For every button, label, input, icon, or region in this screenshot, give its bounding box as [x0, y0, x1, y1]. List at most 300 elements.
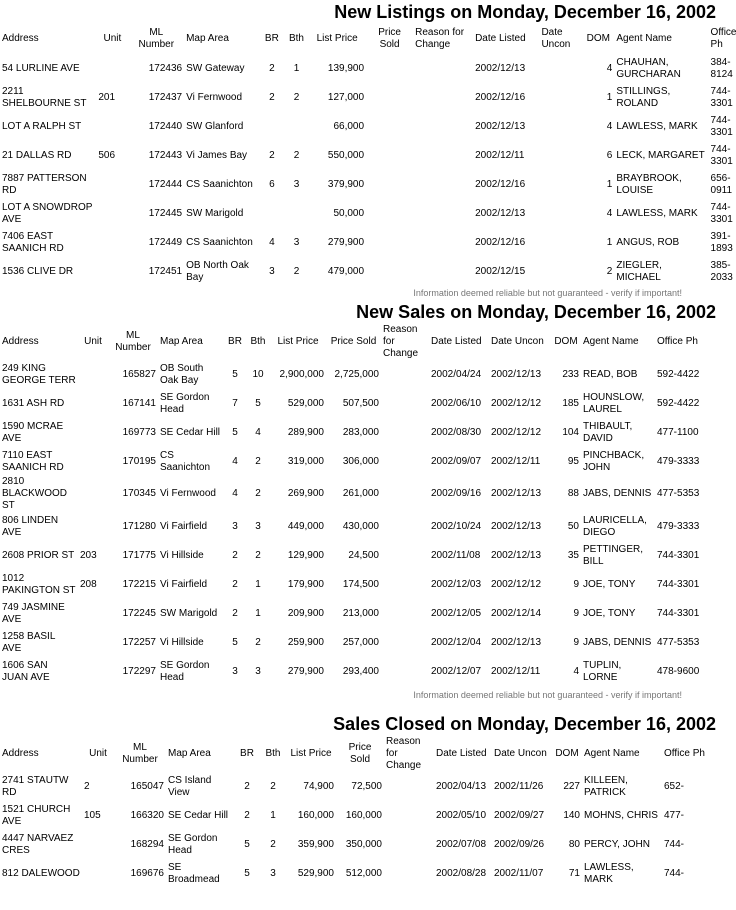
table-row [0, 801, 730, 830]
cell-dom: 140 [563, 809, 580, 821]
new-listings-title: New Listings on Monday, December 16, 2002 [334, 2, 716, 22]
cell-date-listed: 2002/08/28 [436, 867, 487, 879]
cell-agent-name: BRAYBROOK, LOUISE [616, 172, 682, 196]
cell-bth: 2 [293, 265, 300, 277]
sales-closed-title: Sales Closed on Monday, December 16, 2002 [333, 714, 716, 734]
cell-office-ph: 478-9600 [657, 665, 700, 677]
column-header-list-price: List Price [290, 748, 332, 759]
cell-agent-name: HOUNSLOW, LAUREL [583, 391, 645, 415]
cell-map-area: SE Cedar Hill [160, 426, 221, 438]
cell-date-uncon: 2002/09/26 [494, 838, 545, 850]
cell-date-uncon [539, 141, 582, 170]
cell-date-listed: 2002/09/07 [431, 455, 482, 467]
cell-br: 2 [244, 780, 250, 792]
column-header-price-sold: Price Sold [378, 27, 401, 50]
cell-reason [413, 257, 473, 286]
cell-bth: 2 [293, 149, 300, 161]
cell-br: 6 [269, 178, 275, 190]
cell-date-uncon: 2002/12/13 [491, 636, 542, 648]
cell-price-sold [366, 141, 413, 170]
cell-dom: 88 [567, 488, 579, 499]
cell-reason [413, 141, 473, 170]
column-header-bth: Bth [265, 748, 281, 759]
cell-dom: 6 [606, 149, 613, 161]
cell-list-price: 179,900 [287, 578, 324, 590]
cell-map-area: CS Saanichton [186, 236, 253, 248]
cell-price-sold: 350,000 [345, 838, 382, 850]
cell-ml-number: 172245 [122, 607, 156, 619]
cell-br: 5 [232, 368, 238, 380]
cell-price-sold [366, 83, 413, 112]
cell-unit: 208 [80, 578, 97, 590]
table-row [0, 360, 730, 389]
cell-map-area: SE Gordon Head [160, 391, 210, 415]
column-header-dom: DOM [586, 33, 610, 44]
sales-closed-section [0, 712, 722, 910]
cell-dom: 9 [573, 607, 579, 619]
cell-office-ph: 744-3301 [657, 607, 700, 619]
cell-date-listed: 2002/10/24 [431, 520, 482, 532]
cell-office-ph: 744- [664, 838, 685, 850]
cell-reason [381, 360, 429, 389]
table-row [0, 570, 730, 599]
cell-address: 4447 NARVAEZ CRES [2, 832, 74, 856]
cell-office-ph: 744-3301 [657, 549, 700, 561]
cell-agent-name: LAWLESS, MARK [616, 120, 698, 132]
cell-date-listed: 2002/12/16 [475, 91, 526, 103]
cell-office-ph: 656-0911 [710, 172, 733, 196]
cell-price-sold: 261,000 [342, 488, 379, 499]
cell-bth: 3 [293, 178, 300, 190]
table-row [0, 389, 730, 418]
cell-price-sold: 72,500 [351, 780, 382, 792]
table-row [0, 257, 730, 286]
cell-date-listed: 2002/12/16 [475, 236, 526, 248]
cell-date-uncon: 2002/12/13 [491, 520, 542, 532]
cell-br: 3 [232, 520, 238, 532]
cell-reason [413, 112, 473, 141]
column-header-office-ph: Office Ph [657, 336, 698, 347]
column-header-reason: Reason for Change [386, 736, 422, 771]
cell-dom: 71 [568, 867, 580, 879]
cell-address: 1590 MCRAE AVE [2, 420, 64, 444]
cell-ml-number: 169676 [130, 867, 164, 879]
cell-unit: 506 [98, 149, 116, 161]
column-header-unit: Unit [89, 748, 107, 759]
cell-dom: 95 [567, 455, 579, 467]
cell-br: 5 [232, 636, 238, 648]
column-header-agent-name: Agent Name [583, 336, 639, 347]
new-listings-section [0, 0, 736, 300]
column-header-dom: DOM [555, 748, 579, 759]
cell-date-listed: 2002/08/30 [431, 426, 482, 438]
cell-date-uncon: 2002/11/26 [494, 780, 544, 792]
cell-date-uncon [539, 257, 582, 286]
cell-list-price: 359,900 [297, 838, 334, 850]
cell-bth: 4 [255, 426, 261, 438]
table-row [0, 476, 730, 512]
cell-reason [384, 801, 434, 830]
cell-unit [96, 199, 128, 228]
cell-address: 1631 ASH RD [2, 397, 65, 409]
cell-date-uncon: 2002/11/07 [494, 867, 544, 879]
column-header-date-uncon: Date Uncon [541, 27, 571, 50]
table-row [0, 830, 730, 859]
cell-ml-number: 172436 [148, 62, 183, 74]
cell-agent-name: JOE, TONY [583, 607, 636, 619]
cell-list-price: 319,000 [287, 455, 324, 467]
cell-unit: 201 [98, 91, 116, 103]
cell-price-sold: 306,000 [342, 455, 379, 467]
cell-bth [285, 199, 309, 228]
column-header-unit: Unit [84, 336, 102, 347]
cell-address: 812 DALEWOOD [2, 867, 80, 879]
cell-price-sold [366, 54, 413, 83]
cell-date-uncon [539, 228, 582, 257]
cell-date-listed: 2002/12/16 [475, 178, 526, 190]
cell-agent-name: LAURICELLA, DIEGO [583, 514, 647, 538]
cell-list-price: 209,900 [287, 607, 324, 619]
cell-reason [381, 512, 429, 541]
cell-reason [381, 570, 429, 599]
cell-list-price: 449,000 [287, 520, 324, 532]
cell-unit [78, 360, 108, 389]
cell-bth: 10 [252, 368, 264, 380]
cell-list-price: 289,900 [287, 426, 324, 438]
cell-reason [381, 447, 429, 476]
cell-ml-number: 172257 [122, 636, 156, 648]
cell-office-ph: 477- [664, 809, 685, 821]
cell-date-uncon [539, 170, 582, 199]
cell-date-listed: 2002/12/05 [431, 607, 482, 619]
cell-reason [381, 418, 429, 447]
cell-list-price: 279,900 [327, 236, 365, 248]
new-listings-table [0, 24, 736, 286]
cell-price-sold [366, 199, 413, 228]
cell-office-ph: 744-3301 [657, 578, 700, 590]
cell-ml-number: 170195 [122, 455, 156, 467]
cell-price-sold: 512,000 [345, 867, 382, 879]
cell-unit [78, 447, 108, 476]
cell-date-uncon [539, 112, 582, 141]
cell-br: 5 [244, 867, 250, 879]
cell-ml-number: 172445 [148, 207, 183, 219]
cell-price-sold [366, 257, 413, 286]
cell-br: 4 [232, 455, 238, 467]
cell-dom: 4 [573, 665, 579, 677]
cell-address: 1606 SAN JUAN AVE [2, 659, 50, 683]
column-header-br: BR [240, 748, 254, 759]
cell-date-uncon: 2002/12/12 [491, 397, 542, 409]
cell-map-area: CS Island View [168, 774, 212, 798]
cell-unit: 2 [84, 780, 90, 792]
cell-office-ph: 744-3301 [710, 143, 733, 167]
cell-office-ph: 479-3333 [657, 520, 700, 532]
cell-reason [413, 83, 473, 112]
cell-list-price: 66,000 [333, 120, 365, 132]
cell-br [259, 199, 285, 228]
cell-date-uncon: 2002/12/13 [491, 549, 542, 561]
cell-br: 2 [244, 809, 250, 821]
cell-br: 3 [269, 265, 275, 277]
cell-reason [381, 541, 429, 570]
cell-br: 5 [244, 838, 250, 850]
cell-list-price: 529,000 [287, 397, 324, 409]
cell-ml-number: 172444 [148, 178, 183, 190]
cell-agent-name: STILLINGS, ROLAND [616, 85, 671, 109]
cell-list-price: 129,900 [287, 549, 324, 561]
column-header-bth: Bth [288, 33, 304, 44]
cell-office-ph: 477-5353 [657, 636, 700, 648]
cell-office-ph: 385-2033 [710, 259, 733, 283]
cell-list-price: 379,900 [327, 178, 365, 190]
column-header-price-sold: Price Sold [348, 742, 372, 765]
cell-reason [384, 830, 434, 859]
cell-map-area: OB North Oak Bay [186, 259, 249, 283]
cell-agent-name: JOE, TONY [583, 578, 636, 590]
cell-date-listed: 2002/05/10 [436, 809, 487, 821]
cell-price-sold: 283,000 [342, 426, 379, 438]
cell-date-listed: 2002/12/13 [475, 207, 526, 219]
cell-office-ph: 592-4422 [657, 368, 700, 380]
cell-list-price: 550,000 [327, 149, 365, 161]
cell-agent-name: JABS, DENNIS [583, 636, 652, 648]
cell-office-ph: 744-3301 [710, 85, 733, 109]
cell-agent-name: PINCHBACK, JOHN [583, 449, 645, 473]
cell-address: 1536 CLIVE DR [2, 265, 74, 277]
cell-reason [381, 476, 429, 512]
cell-date-listed: 2002/07/08 [436, 838, 487, 850]
cell-date-uncon [539, 54, 582, 83]
cell-list-price: 259,900 [287, 636, 324, 648]
cell-bth: 1 [270, 809, 276, 821]
cell-ml-number: 172440 [148, 120, 183, 132]
cell-br: 4 [232, 488, 238, 499]
cell-bth: 1 [255, 607, 261, 619]
cell-ml-number: 172437 [148, 91, 183, 103]
cell-price-sold: 2,725,000 [334, 368, 379, 380]
cell-unit [78, 512, 108, 541]
cell-unit: 203 [80, 549, 97, 561]
cell-unit [78, 389, 108, 418]
table-row [0, 772, 730, 801]
cell-address: 7406 EAST SAANICH RD [2, 230, 64, 254]
cell-date-listed: 2002/04/13 [436, 780, 487, 792]
cell-br: 7 [232, 397, 238, 409]
cell-map-area: Vi James Bay [186, 149, 248, 161]
cell-unit [82, 830, 114, 859]
cell-bth: 2 [270, 838, 276, 850]
cell-date-listed: 2002/12/13 [475, 62, 526, 74]
cell-list-price: 74,900 [303, 780, 334, 792]
cell-reason [381, 628, 429, 657]
cell-dom: 4 [606, 120, 613, 132]
cell-br: 2 [232, 549, 238, 561]
column-header-agent-name: Agent Name [584, 748, 640, 759]
cell-bth: 2 [255, 549, 261, 561]
cell-unit [96, 228, 128, 257]
table-row [0, 859, 730, 888]
cell-date-listed: 2002/09/16 [431, 488, 482, 499]
sales-closed-table [0, 736, 730, 888]
column-header-ml-number: ML Number [122, 742, 158, 765]
cell-reason [381, 657, 429, 686]
column-header-address: Address [2, 336, 39, 347]
cell-list-price: 479,000 [327, 265, 365, 277]
cell-ml-number: 172297 [122, 665, 156, 677]
cell-address: 1521 CHURCH AVE [2, 803, 71, 827]
cell-office-ph: 479-3333 [657, 455, 700, 467]
cell-list-price: 529,900 [297, 867, 334, 879]
cell-date-listed: 2002/12/07 [431, 665, 482, 677]
cell-ml-number: 165047 [130, 780, 164, 792]
cell-date-listed: 2002/12/13 [475, 120, 526, 132]
cell-bth: 3 [270, 867, 276, 879]
cell-bth: 5 [255, 397, 261, 409]
cell-br: 2 [269, 91, 275, 103]
cell-br: 4 [269, 236, 275, 248]
cell-price-sold: 213,000 [342, 607, 379, 619]
new-sales-title: New Sales on Monday, December 16, 2002 [356, 302, 716, 322]
cell-bth [285, 112, 309, 141]
cell-agent-name: LECK, MARGARET [616, 149, 705, 161]
cell-reason [381, 389, 429, 418]
column-header-map-area: Map Area [168, 748, 211, 759]
new-sales-table [0, 324, 730, 686]
cell-address: LOT A SNOWDROP AVE [2, 201, 93, 225]
cell-address: LOT A RALPH ST [2, 120, 82, 132]
cell-price-sold: 257,000 [342, 636, 379, 648]
cell-price-sold: 430,000 [342, 520, 379, 532]
cell-bth: 3 [255, 665, 261, 677]
cell-dom: 227 [563, 780, 580, 792]
cell-map-area: SE Cedar Hill [168, 809, 229, 821]
column-header-date-listed: Date Listed [436, 748, 487, 759]
cell-dom: 1 [606, 236, 613, 248]
disclaimer-note: Information deemed reliable but not guaranteed - verify if important! [413, 690, 682, 700]
cell-dom: 80 [568, 838, 580, 850]
cell-unit: 105 [84, 809, 101, 821]
table-row [0, 83, 730, 112]
cell-reason [384, 772, 434, 801]
cell-map-area: CS Saanichton [186, 178, 253, 190]
table-row [0, 541, 730, 570]
cell-office-ph: 744-3301 [710, 114, 733, 138]
cell-dom: 104 [562, 426, 579, 438]
cell-list-price: 127,000 [327, 91, 365, 103]
table-row [0, 447, 730, 476]
cell-reason [413, 170, 473, 199]
cell-bth: 1 [293, 62, 300, 74]
cell-office-ph: 744- [664, 867, 685, 879]
cell-bth: 2 [255, 488, 261, 499]
column-header-unit: Unit [103, 33, 122, 44]
cell-unit [96, 257, 128, 286]
cell-agent-name: ZIEGLER, MICHAEL [616, 259, 662, 283]
cell-agent-name: CHAUHAN, GURCHARAN [616, 56, 681, 80]
table-row [0, 657, 730, 686]
cell-dom: 4 [606, 62, 613, 74]
cell-address: 2741 STAUTW RD [2, 774, 69, 798]
cell-office-ph: 384-8124 [710, 56, 733, 80]
cell-dom: 35 [567, 549, 579, 561]
cell-ml-number: 172215 [122, 578, 156, 590]
cell-date-uncon [539, 199, 582, 228]
cell-address: 21 DALLAS RD [2, 149, 72, 161]
column-header-date-listed: Date Listed [475, 33, 526, 44]
cell-date-uncon: 2002/12/11 [491, 455, 541, 467]
cell-bth: 2 [255, 455, 261, 467]
table-row [0, 112, 730, 141]
column-header-reason: Reason for Change [383, 324, 419, 359]
cell-price-sold [366, 170, 413, 199]
column-header-ml-number: ML Number [138, 27, 175, 50]
cell-map-area: Vi Fernwood [186, 91, 243, 103]
column-header-price-sold: Price Sold [330, 336, 377, 347]
cell-unit [96, 54, 128, 83]
column-header-address: Address [2, 33, 39, 44]
cell-ml-number: 171775 [122, 549, 156, 561]
cell-date-uncon: 2002/12/11 [491, 665, 541, 677]
cell-map-area: Vi Fairfield [160, 520, 208, 532]
cell-date-listed: 2002/04/24 [431, 368, 482, 380]
cell-list-price: 2,900,000 [279, 368, 324, 380]
cell-ml-number: 172451 [148, 265, 183, 277]
column-header-date-uncon: Date Uncon [491, 336, 544, 347]
cell-map-area: Vi Hillside [160, 636, 204, 648]
cell-date-uncon: 2002/12/13 [491, 488, 542, 499]
cell-address: 2810 BLACKWOOD ST [2, 476, 68, 511]
cell-address: 249 KING GEORGE TERR [2, 362, 76, 386]
cell-br: 2 [232, 607, 238, 619]
cell-price-sold: 507,500 [342, 397, 379, 409]
cell-map-area: SW Gateway [186, 62, 245, 74]
column-header-map-area: Map Area [160, 336, 203, 347]
table-row [0, 512, 730, 541]
disclaimer-note: Information deemed reliable but not guaranteed - verify if important! [413, 288, 682, 298]
column-header-map-area: Map Area [186, 33, 229, 44]
cell-unit [78, 628, 108, 657]
cell-date-listed: 2002/12/15 [475, 265, 526, 277]
column-header-dom: DOM [554, 336, 578, 347]
cell-bth: 2 [255, 636, 261, 648]
column-header-date-uncon: Date Uncon [494, 748, 547, 759]
cell-dom: 4 [606, 207, 613, 219]
cell-date-uncon: 2002/12/12 [491, 578, 542, 590]
cell-dom: 50 [567, 520, 579, 532]
cell-ml-number: 166320 [130, 809, 164, 821]
cell-map-area: SW Glanford [186, 120, 244, 132]
cell-br [259, 112, 285, 141]
cell-address: 54 LURLINE AVE [2, 62, 80, 74]
cell-bth: 2 [270, 780, 276, 792]
column-header-br: BR [264, 33, 279, 44]
cell-bth: 3 [255, 520, 261, 532]
column-header-reason: Reason for Change [415, 27, 465, 50]
cell-reason [413, 199, 473, 228]
cell-agent-name: ANGUS, ROB [616, 236, 680, 248]
cell-date-listed: 2002/12/03 [431, 578, 482, 590]
cell-map-area: Vi Hillside [160, 549, 204, 561]
cell-unit [96, 112, 128, 141]
cell-bth: 2 [293, 91, 300, 103]
cell-dom: 1 [606, 91, 613, 103]
cell-ml-number: 165827 [122, 368, 156, 380]
cell-price-sold: 293,400 [342, 665, 379, 677]
cell-date-uncon [539, 83, 582, 112]
cell-ml-number: 170345 [122, 488, 156, 499]
cell-map-area: OB South Oak Bay [160, 362, 204, 386]
